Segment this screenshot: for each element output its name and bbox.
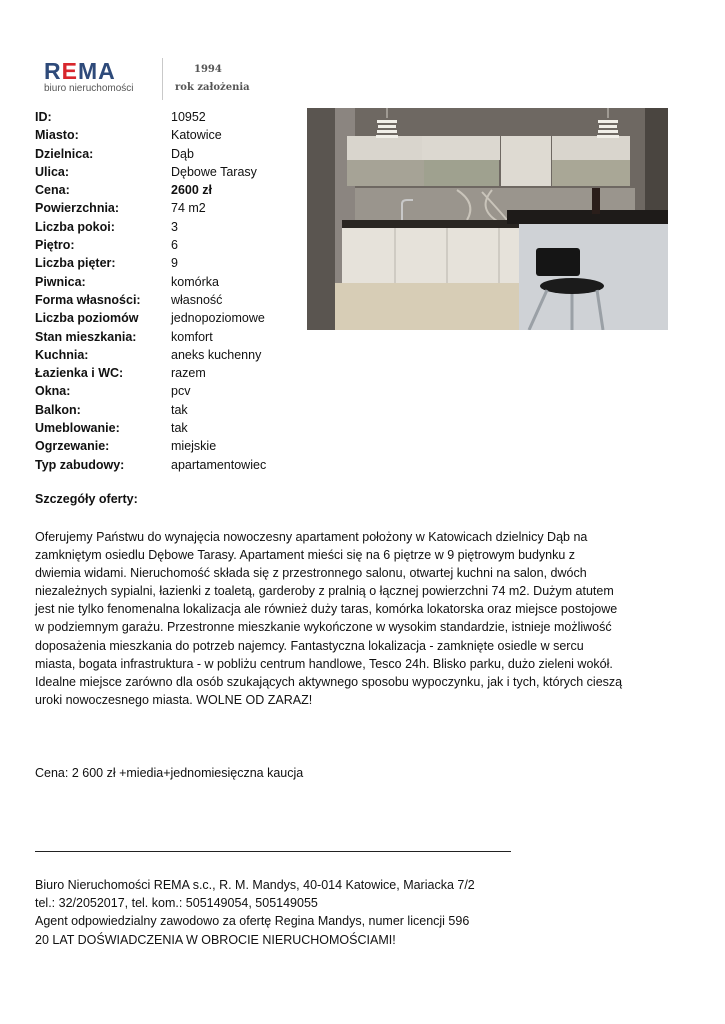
property-label: Powierzchnia: <box>35 201 120 216</box>
footer-agent: Agent odpowiedzialny zawodowo za ofertę Regina Mandys, numer licencji 596 <box>35 914 470 929</box>
property-row <box>35 218 295 236</box>
logo-brand <box>44 58 116 84</box>
property-label: Piętro: <box>35 238 75 253</box>
property-row <box>35 254 295 272</box>
property-value: Katowice <box>171 128 222 143</box>
property-label: Ulica: <box>35 164 70 179</box>
logo-since: rok założenia <box>175 82 250 93</box>
logo-year: 1994 <box>194 64 222 75</box>
property-row <box>35 437 295 455</box>
property-label: Forma własności: <box>35 292 141 307</box>
property-value: 9 <box>171 256 178 271</box>
property-label: Cena: <box>35 183 70 198</box>
property-row <box>35 199 295 217</box>
property-value: własność <box>171 292 223 307</box>
property-value: tak <box>171 421 188 436</box>
property-row <box>35 236 295 254</box>
property-row <box>35 273 295 291</box>
property-label: Piwnica: <box>35 274 86 289</box>
property-label: Umeblowanie: <box>35 421 120 436</box>
property-row <box>35 108 295 126</box>
property-row <box>35 126 295 144</box>
property-value: tak <box>171 402 188 417</box>
property-value: jednopoziomowe <box>171 311 265 326</box>
property-label: Łazienka i WC: <box>35 366 124 381</box>
footer-phones: tel.: 32/2052017, tel. kom.: 505149054, 505149055 <box>35 896 318 911</box>
property-row <box>35 181 295 199</box>
property-label: Balkon: <box>35 402 81 417</box>
property-label: Okna: <box>35 384 71 399</box>
property-value: 2600 zł <box>171 183 213 198</box>
property-row <box>35 346 295 364</box>
logo-separator <box>162 58 163 100</box>
property-row <box>35 291 295 309</box>
property-row <box>35 364 295 382</box>
footer <box>35 876 635 949</box>
property-value: 3 <box>171 219 178 234</box>
property-row <box>35 382 295 400</box>
property-value: 6 <box>171 238 178 253</box>
property-value: miejskie <box>171 439 217 454</box>
footer-tagline: 20 LAT DOŚWIADCZENIA W OBROCIE NIERUCHOMOŚCIAMI! <box>35 932 396 947</box>
property-value: 74 m2 <box>171 201 206 216</box>
property-label: Stan mieszkania: <box>35 329 137 344</box>
property-row <box>35 328 295 346</box>
property-value: pcv <box>171 384 191 399</box>
offer-details-title: Szczegóły oferty: <box>35 492 138 506</box>
property-value: Dębowe Tarasy <box>171 164 257 179</box>
property-value: Dąb <box>171 146 194 161</box>
property-row <box>35 456 295 474</box>
property-row <box>35 401 295 419</box>
offer-description: Oferujemy Państwu do wynajęcia nowoczesny apartament położony w Katowicach dzielnicy Dąb na zamkniętym osiedlu Dębowe Tarasy. Apartament mieści się na 6 piętrze w 9 piętrowym budynku z dwiemia widami. Nieruchomość składa się z przestronnego salonu, otwartej kuchni na salon, dwóch niezależnych sypialni, łazienki z toaletą, garderoby z pralnią o łącznej powierzchni 74 m2. Dużym atutem jest nie tylko fenomenalna lokalizacja ale również duży taras, komórka lokatorska oraz miejsce postojowe w podziemnym garażu. Przestronne mieszkanie wykończone w wysokim standardzie, istnieje możliwość doposażenia mieszkania do potrzeb najemcy. Fantastyczna lokalizacja - zamknięte osiedle w sercu miasta, bogata infrastruktura - w pobliżu centrum handlowe, Tesco 24h. Blisko parku, dużo zieleni wokół. Idealne miejsce zarówno dla osób szukających aktywnego sposobu wypoczynku, jak i tych, których cieszą uroki nowoczesnego miasta. WOLNE OD ZARAZ! <box>35 530 623 707</box>
footer-divider <box>35 851 511 852</box>
property-label: Miasto: <box>35 128 79 143</box>
property-row <box>35 309 295 327</box>
price-summary: Cena: 2 600 zł +miedia+jednomiesięczna kaucja <box>35 766 304 780</box>
property-label: Liczba poziomów <box>35 311 139 326</box>
property-row <box>35 419 295 437</box>
property-label: Typ zabudowy: <box>35 457 125 472</box>
logo-brand-text: REMA <box>44 58 116 84</box>
property-details-list <box>35 108 295 474</box>
property-label: Liczba pokoi: <box>35 219 115 234</box>
property-label: Liczba pięter: <box>35 256 116 271</box>
footer-address: Biuro Nieruchomości REMA s.c., R. M. Mandys, 40-014 Katowice, Mariacka 7/2 <box>35 878 475 892</box>
property-label: Kuchnia: <box>35 347 89 362</box>
property-value: komórka <box>171 274 219 289</box>
property-row <box>35 145 295 163</box>
property-row <box>35 163 295 181</box>
property-value: 10952 <box>171 110 206 124</box>
property-label: Dzielnica: <box>35 146 94 161</box>
company-logo <box>42 58 252 100</box>
property-label: ID: <box>35 110 52 124</box>
property-value: komfort <box>171 329 213 344</box>
logo-subtitle: biuro nieruchomości <box>44 83 134 94</box>
property-label: Ogrzewanie: <box>35 439 110 454</box>
property-value: apartamentowiec <box>171 457 267 472</box>
property-value: aneks kuchenny <box>171 347 262 362</box>
apartment-kitchen-photo <box>307 108 668 330</box>
property-value: razem <box>171 366 206 381</box>
